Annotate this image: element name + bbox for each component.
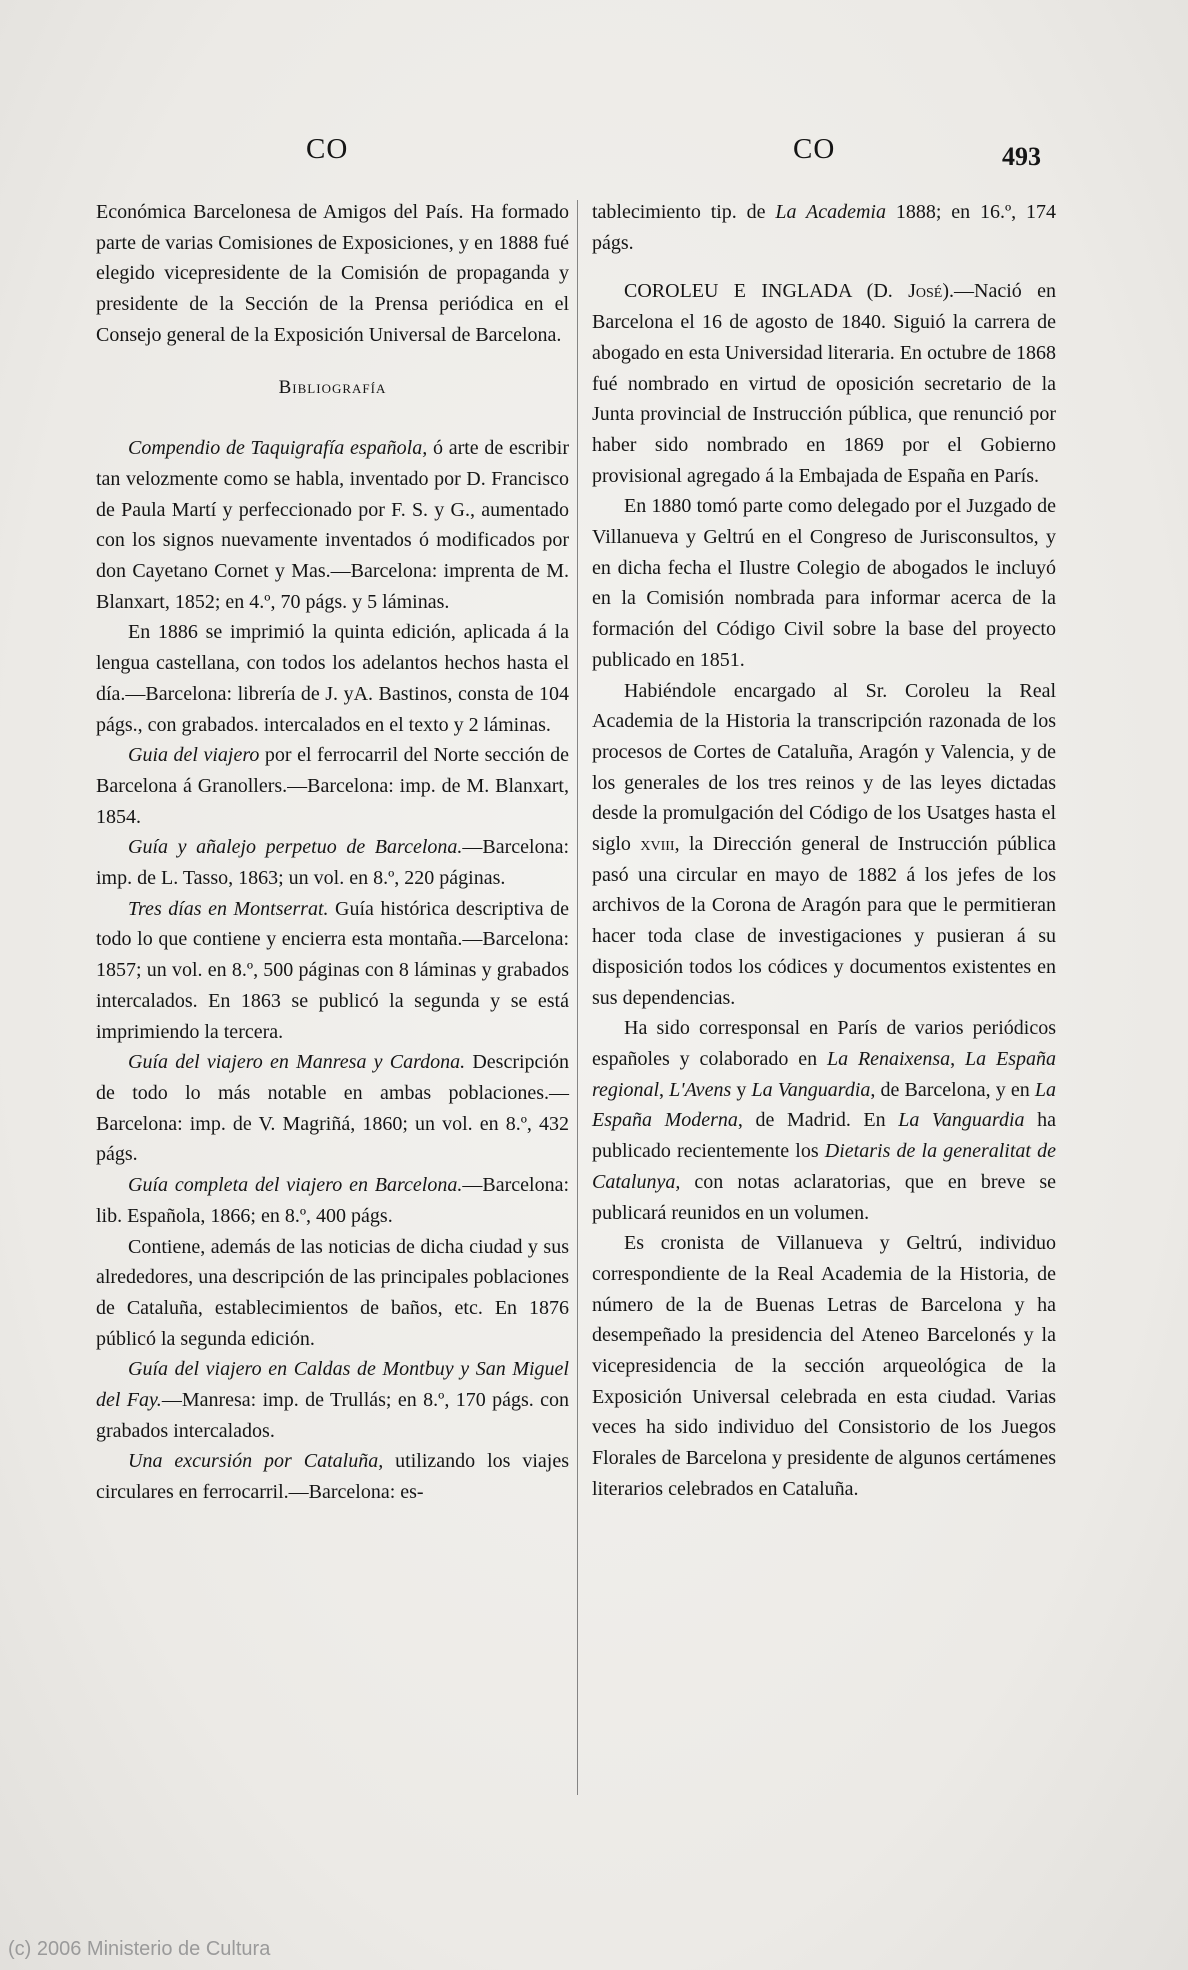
biography-paragraph: Es cronista de Villanueva y Geltrú, individuo correspondiente de la Real Academia de la Historia, de número de la de Buenas Letras de Barcelona y ha desempeñado la presidencia del Ateneo Barcelonés y la vicepresidencia de la sección arqueológica de la Exposición Universal celebrada en esta ciudad. Varias veces ha sido individuo del Consistorio de los Juegos Florales de Barcelona y presidente de algunos certámenes literarios celebrados en Cataluña. bbox=[592, 1232, 1056, 1500]
biography-continuation: Económica Barcelonesa de Amigos del País. Ha formado parte de varias Comisiones de Exposiciones, y en 1888 fué elegido vicepresidente de la Comisión de propaganda y presidente de la Sección de la Prensa periódica en el Consejo general de la Exposición Universal de Barcelona. bbox=[96, 201, 569, 346]
biography-paragraph: En 1880 tomó parte como delegado por el Juzgado de Villanueva y Geltrú en el Congreso de Jurisconsultos, y en dicha fecha el Ilustre Colegio de abogados le incluyó en la Comisión nombrada para informar acerca de la formación del Código Civil sobre la base del proyecto publicado en 1851. bbox=[592, 495, 1056, 671]
entry-text: —Barcelona: lib. Española, 1866; en 8.º, 400 págs. bbox=[96, 1174, 569, 1227]
entry-name: COROLEU E INGLADA (D. José). bbox=[624, 280, 955, 303]
bibliography-entry bbox=[96, 1446, 569, 1507]
entry-title: Tres días en Montserrat. bbox=[128, 897, 329, 920]
column-divider bbox=[577, 200, 578, 1795]
biography-entry: COROLEU E INGLADA (D. José).—Nació en Barcelona el 16 de agosto de 1840. Siguió la carrera de abogado en esta Universidad literaria. En octubre de 1868 fué nombrado en virtud de oposición secretario de la Junta provincial de Instrucción pública, que renunció por haber sido nombrado en 1869 por el Gobierno provisional agregado á la Embajada de España en París. bbox=[592, 280, 1056, 487]
bibliography-entry bbox=[96, 433, 569, 617]
entry-title: Guía y añalejo perpetuo de Barcelona. bbox=[128, 836, 463, 859]
bibliography-entry bbox=[96, 1047, 569, 1170]
running-header-right: CO bbox=[793, 133, 836, 165]
biography-paragraph: Habiéndole encargado al Sr. Coroleu la Real Academia de la Historia la transcripción razonada de los procesos de Cortes de Cataluña, Aragón y Valencia, y de los generales de los tres reinos y de las leyes dictadas desde la promulgación del Código de los Usatges hasta el siglo xviii, la Dirección general de Instrucción pública pasó una circular en mayo de 1882 á los jefes de los archivos de la Corona de Aragón para que le permitieran hacer toda clase de investigaciones y pusieran á su disposición todos los códices y documentos existentes en sus dependencias. bbox=[592, 679, 1057, 1009]
bibliography-entry bbox=[96, 1354, 569, 1446]
running-header-left: CO bbox=[306, 133, 349, 165]
entry-text: ó arte de escribir tan velozmente como se habla, inventado por D. Francisco de Paula Martí y perfeccionado por F. S. y G., aumentado con los signos nuevamente inventados ó modificados por don Cayetano Cornet y Mas.—Barcelona: imprenta de M. Blanxart, 1852; en 4.º, 70 págs. y 5 láminas. bbox=[96, 437, 569, 613]
section-heading: Bibliografía bbox=[278, 376, 387, 398]
entry-text: Guía histórica descriptiva de todo lo que contiene y encierra esta montaña.—Barcelona: 1857; un vol. en 8.º, 500 páginas con 8 láminas y grabados intercalados. En 1863 se publicó la segunda y se está imprimiendo la tercera. bbox=[96, 897, 570, 1043]
entry-text: Descripción de todo lo más notable en ambas poblaciones.—Barcelona: imp. de V. Magriñá, 1860; un vol. en 8.º, 432 págs. bbox=[96, 1051, 569, 1166]
bibliography-entry-continuation: tablecimiento tip. de La Academia 1888; en 16.º, 174 págs. bbox=[592, 201, 1057, 254]
bibliography-entry bbox=[96, 832, 569, 893]
entry-text: —Manresa: imp. de Trullás; en 8.º, 170 págs. con grabados intercalados. bbox=[96, 1389, 569, 1442]
entry-title: Guía completa del viajero en Barcelona. bbox=[128, 1174, 463, 1197]
page-number: 493 bbox=[1002, 142, 1041, 171]
entry-title: La Academia bbox=[775, 201, 886, 223]
copyright-watermark: (c) 2006 Ministerio de Cultura bbox=[8, 1938, 271, 1960]
entry-title: Guía del viajero en Manresa y Cardona. bbox=[128, 1051, 466, 1074]
biography-paragraph: Ha sido corresponsal en París de varios periódicos españoles y colaborado en La Renaixensa, La España regional, L'Avens y La Vanguardia, de Barcelona, y en La España Moderna, de Madrid. En La Vanguardia ha publicado recientemente los Dietaris de la generalitat de Catalunya, con notas aclaratorias, que en breve se publicará reunidos en un volumen. bbox=[592, 1017, 1057, 1224]
entry-title: Una excursión por Cataluña, bbox=[128, 1450, 384, 1473]
left-column bbox=[96, 197, 569, 1508]
entry-text: utilizando los viajes circulares en ferrocarril.—Barcelona: es- bbox=[96, 1450, 569, 1504]
entry-title: Guía del viajero en Caldas de Montbuy y San Miguel del Fay. bbox=[96, 1358, 569, 1412]
entry-title: Compendio de Taquigrafía española, bbox=[128, 437, 428, 460]
bibliography-entry bbox=[96, 740, 569, 832]
entry-text: —Barcelona: imp. de L. Tasso, 1863; un vol. en 8.º, 220 páginas. bbox=[96, 836, 569, 890]
entry-text: por el ferrocarril del Norte sección de Barcelona á Granollers.—Barcelona: imp. de M. Blanxart, 1854. bbox=[96, 744, 569, 828]
right-column bbox=[592, 197, 1056, 1505]
entry-note: En 1886 se imprimió la quinta edición, aplicada á la lengua castellana, con todos los adelantos hechos hasta el día.—Barcelona: librería de J. yA. Bastinos, consta de 104 págs., con grabados. intercalados en el texto y 2 láminas. bbox=[96, 621, 569, 736]
entry-note: Contiene, además de las noticias de dicha ciudad y sus alrededores, una descripción de las principales poblaciones de Cataluña, establecimientos de baños, etc. En 1876 públicó la segunda edición. bbox=[96, 1235, 569, 1350]
bibliography-entry bbox=[96, 894, 569, 1048]
entry-title: Guia del viajero bbox=[128, 744, 260, 767]
bibliography-entry bbox=[96, 1170, 569, 1231]
